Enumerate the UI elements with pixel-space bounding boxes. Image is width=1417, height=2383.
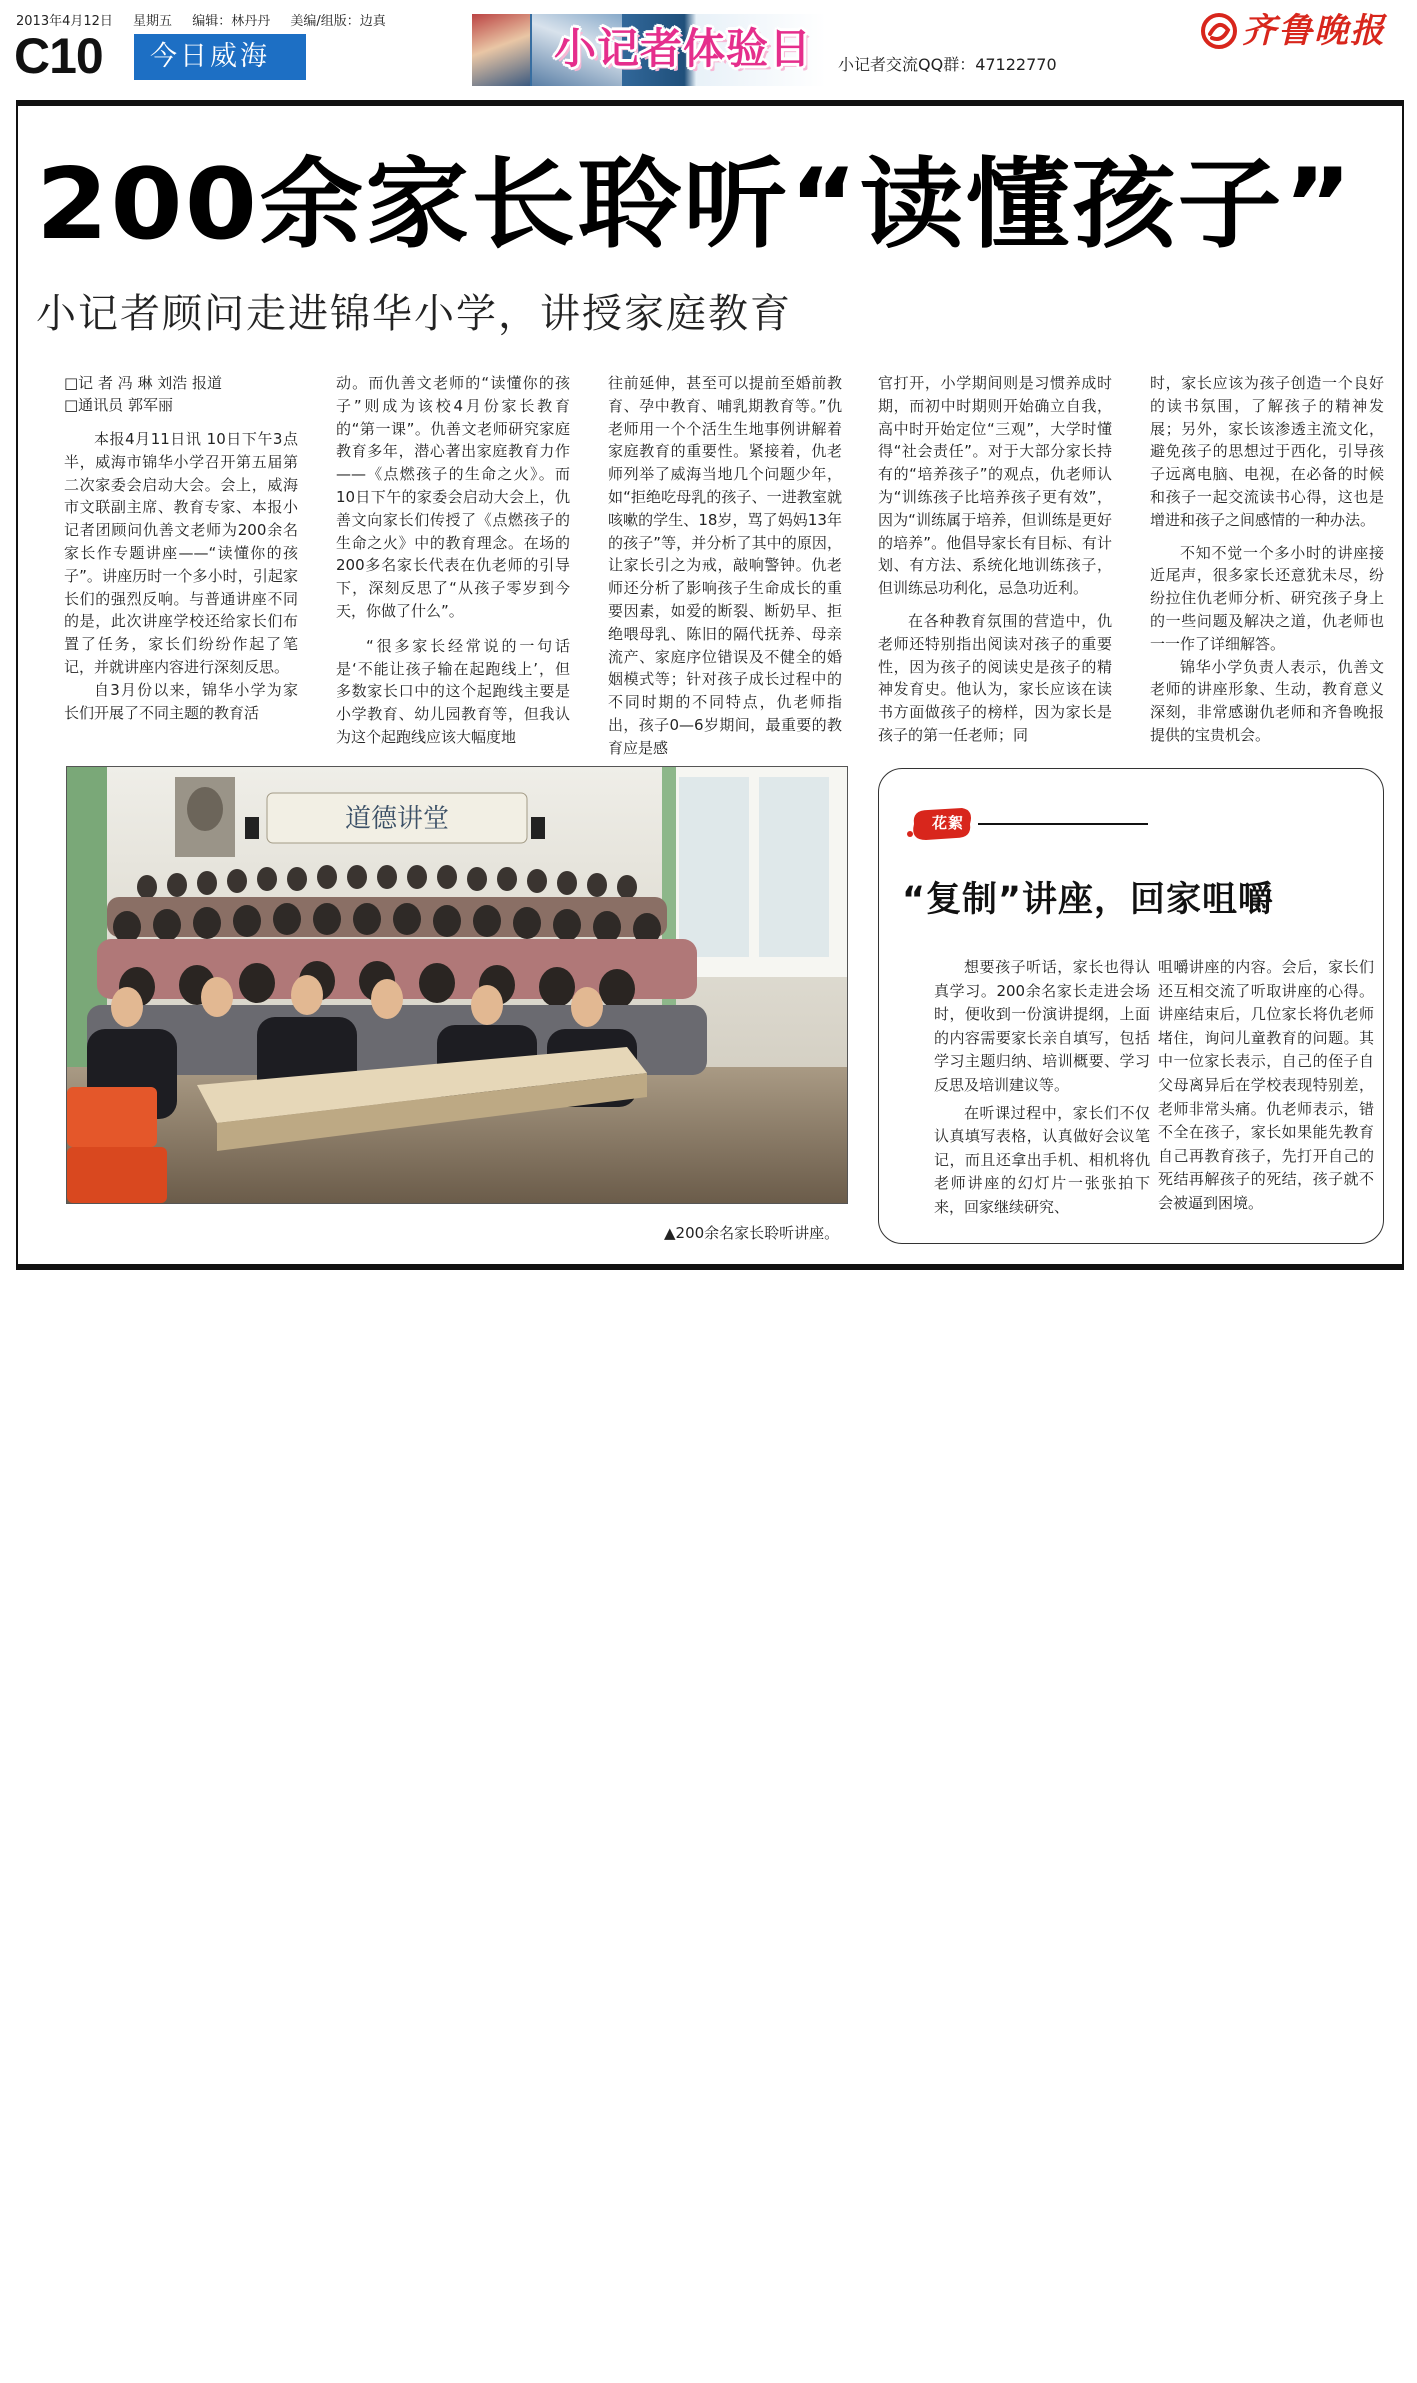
article-paragraph: 在各种教育氛围的营造中，仇老师还特别指出阅读对孩子的重要性，因为孩子的阅读史是孩子的精神发育史。他认为，家长应该在读书方面做孩子的榜样，因为家长是孩子的第一任老师；同: [878, 611, 1112, 744]
article-paragraph: “很多家长经常说的一句话是‘不能让孩子输在起跑线上’，但多数家长口中的这个起跑线主要是小学教育、幼儿园教育等，但我认为这个起跑线应该大幅度地: [336, 636, 570, 746]
issue-weekday: 星期五: [133, 14, 173, 29]
sidebar-column-2: [1158, 956, 1374, 1216]
sidebar-paragraph: 咀嚼讲座的内容。会后，家长们还互相交流了听取讲座的心得。讲座结束后，几位家长将仇老师堵住，询问儿童教育的问题。其中一位家长表示，自己的侄子自父母离异后在学校表现特别差，老师非常头痛。仇老师表示，错不全在孩子，家长如果能先教育自己再教育孩子，先打开自己的死结再解孩子的死结，孩子就不会被逼到困境。: [1158, 958, 1374, 1212]
sidebar-column-1: [934, 956, 1150, 1220]
issue-date: 2013年4月12日: [16, 14, 113, 29]
sidebar-title: “复制”讲座，回家咀嚼: [902, 880, 1275, 920]
issue-meta: [16, 10, 402, 29]
frame-rule-left: [16, 100, 18, 1270]
article-paragraph: 本报4月11日讯 10日下午3点半，威海市锦华小学召开第五届第二次家委会启动大会。会上，威海市文联副主席、教育专家、本报小记者团顾问仇善文老师为200余名家长作专题讲座——“读懂你的孩子”。讲座历时一个多小时，引起家长们的强烈反响。与普通讲座不同的是，此次讲座学校还给家长们布置了任务，家长们纷纷作起了笔记，并就讲座内容进行深刻反思。: [64, 430, 298, 676]
badge-rule: [978, 823, 1148, 825]
lecture-photo: [66, 766, 848, 1204]
banner-title: 小记者体验日: [554, 24, 813, 73]
reporter-banner: [472, 14, 1062, 86]
article-column-5: [1150, 372, 1384, 747]
frame-rule-right: [1402, 100, 1404, 1270]
article-headline: 200余家长聆听“读懂孩子”: [36, 148, 1354, 262]
article-column-2: [336, 372, 570, 749]
newspaper-logo: [1200, 4, 1410, 58]
article-paragraph: 不知不觉一个多小时的讲座接近尾声，很多家长还意犹未尽，纷纷拉住仇老师分析、研究孩子身上的一些问题及解决之道，仇老师也一一作了详细解答。: [1150, 543, 1384, 653]
article-column-1: [64, 372, 298, 724]
article-paragraph: 官打开，小学期间则是习惯养成时期，而初中时期则开始确立自我，高中时开始定位“三观”，大学时懂得“社会责任”。对于大部分家长持有的“培养孩子”的观点，仇老师认为“训练孩子比培养孩子更有效”，因为“训练属于培养，但训练是更好的培养”。他倡导家长有目标、有计划、有方法、系统化地训练孩子，但训练忌功利化，忌急功近利。: [878, 374, 1112, 598]
photo-caption: ▲200余名家长聆听讲座。: [664, 1224, 840, 1242]
article-paragraph: 自3月份以来，锦华小学为家长们开展了不同主题的教育活: [64, 680, 298, 722]
section-tag: 今日威海: [134, 34, 306, 80]
article-paragraph: 时，家长应该为孩子创造一个良好的读书氛围，了解孩子的精神发展；另外，家长该渗透主流文化，避免孩子的思想过于西化，引导孩子远离电脑、电视，在必备的时候和孩子一起交流读书心得，这也是增进和孩子之间感情的一种办法。: [1150, 374, 1384, 529]
article-column-4: [878, 372, 1112, 747]
logo-swirl-icon: [1200, 12, 1238, 50]
byline-correspondent: □通讯员 郭军丽: [64, 396, 173, 414]
badge-label: 花絮: [932, 814, 965, 832]
sidebar-badge: [906, 804, 976, 844]
logo-wordmark: 齐鲁晚报: [1242, 11, 1386, 51]
banner-photo: [472, 14, 530, 86]
photo-banner-text: 道德讲堂: [344, 804, 450, 834]
frame-rule-top: [16, 100, 1404, 106]
frame-rule-bottom: [16, 1264, 1404, 1270]
article-column-3: [608, 372, 842, 760]
sidebar-paragraph: 在听课过程中，家长们不仅认真填写表格，认真做好会议笔记，而且还拿出手机、相机将仇老师讲座的幻灯片一张张拍下来，回家继续研究、: [934, 1103, 1150, 1216]
article-paragraph: 动。而仇善文老师的“读懂你的孩子”则成为该校4月份家长教育的“第一课”。仇善文老师研究家庭教育多年，潜心著出家庭教育力作——《点燃孩子的生命之火》。而10日下午的家委会启动大会上，仇善文向家长们传授了《点燃孩子的生命之火》中的教育理念。在场的200多名家长代表在仇老师的引导下，深刻反思了“从孩子零岁到今天，你做了什么”。: [336, 374, 570, 620]
article-paragraph: 往前延伸，甚至可以提前至婚前教育、孕中教育、哺乳期教育等。”仇老师用一个个活生生地事例讲解着家庭教育的重要性。紧接着，仇老师列举了威海当地几个问题少年，如“拒绝吃母乳的孩子、一进教室就咳嗽的学生、18岁，骂了妈妈13年的孩子”等，并分析了其中的原因，让家长引之为戒，敲响警钟。仇老师还分析了影响孩子生命成长的重要因素，如爱的断裂、断奶早、拒绝喂母乳、陈旧的隔代抚养、母亲流产、家庭序位错误及不健全的婚姻模式等；针对孩子成长过程中的不同时期的不同特点，仇老师指出，孩子0—6岁期间，最重要的教育应是感: [608, 374, 842, 757]
banner-qq-group: 小记者交流QQ群：47122770: [838, 55, 1057, 74]
issue-designer: 美编/组版：边真: [290, 14, 386, 29]
lecture-photo-image: [67, 767, 847, 1203]
issue-editor: 编辑：林丹丹: [192, 14, 271, 29]
page-number: C10: [14, 28, 103, 84]
byline-reporters: □记 者 冯 琳 刘浩 报道: [64, 374, 223, 392]
article-paragraph: 锦华小学负责人表示，仇善文老师的讲座形象、生动，教育意义深刻，非常感谢仇老师和齐鲁晚报提供的宝贵机会。: [1150, 657, 1384, 744]
article-subhead: 小记者顾问走进锦华小学，讲授家庭教育: [36, 291, 792, 337]
sidebar-paragraph: 想要孩子听话，家长也得认真学习。200余名家长走进会场时，便收到一份演讲提纲，上面的内容需要家长亲自填写，包括学习主题归纳、培训概要、学习反思及培训建议等。: [934, 958, 1150, 1094]
